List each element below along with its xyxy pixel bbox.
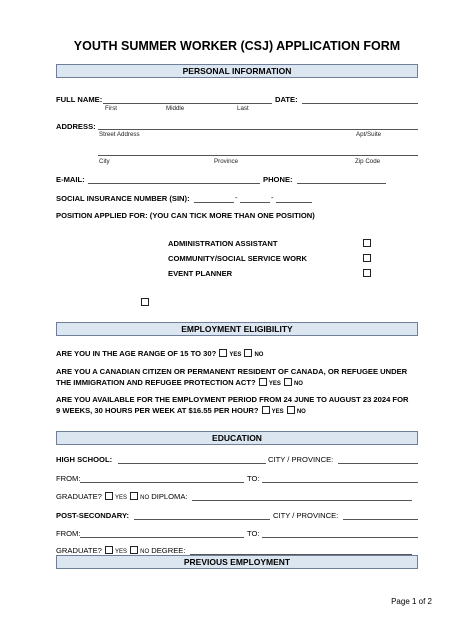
street-address-field[interactable] (98, 129, 418, 130)
checkbox-hs-graduate-no[interactable] (130, 492, 138, 500)
degree-label: DEGREE: (151, 546, 186, 555)
section-education: EDUCATION (56, 431, 418, 445)
checkbox-available-no[interactable] (287, 406, 295, 414)
city-province-label: CITY / PROVINCE: (273, 511, 339, 520)
yes-label: YES (229, 352, 242, 358)
date-label: DATE: (275, 95, 298, 104)
checkbox-age-yes[interactable] (219, 349, 227, 357)
position-applied-label: POSITION APPLIED FOR: (YOU CAN TICK MORE THAN ONE POSITION) (56, 211, 315, 220)
section-employment-eligibility: EMPLOYMENT ELIGIBILITY (56, 322, 418, 336)
q-age-range (56, 349, 263, 358)
no-label: NO (296, 409, 306, 415)
address-label: ADDRESS: (56, 122, 96, 131)
city-caption: City (99, 158, 110, 165)
city-province-label: CITY / PROVINCE: (268, 455, 334, 464)
post-secondary-graduate (56, 546, 185, 555)
diploma-field[interactable] (192, 500, 412, 501)
sin-separator-2: - (271, 193, 274, 202)
phone-label: PHONE: (263, 175, 293, 184)
yes-label: YES (271, 409, 284, 415)
checkbox-event-planner[interactable] (363, 269, 371, 277)
position-event-planner: EVENT PLANNER (168, 269, 233, 278)
checkbox-hs-graduate-yes[interactable] (105, 492, 113, 500)
graduate-label: GRADUATE? (56, 492, 102, 501)
high-school-to-field[interactable] (262, 482, 418, 483)
post-secondary-to-field[interactable] (262, 537, 418, 538)
full-name-field[interactable] (103, 103, 272, 104)
q-availability-text: 9 WEEKS, 30 HOURS PER WEEK AT $16.55 PER HOUR? (56, 406, 259, 415)
graduate-label: GRADUATE? (56, 546, 102, 555)
page-number: Page 1 of 2 (391, 597, 432, 606)
diploma-label: DIPLOMA: (151, 492, 188, 501)
checkbox-citizen-yes[interactable] (259, 378, 267, 386)
high-school-field[interactable] (118, 463, 266, 464)
checkbox-other-position[interactable] (141, 298, 149, 306)
middle-caption: Middle (166, 105, 185, 112)
post-secondary-label: POST-SECONDARY: (56, 511, 129, 520)
last-caption: Last (237, 105, 249, 112)
checkbox-ps-graduate-yes[interactable] (105, 546, 113, 554)
email-field[interactable] (88, 183, 260, 184)
first-caption: First (105, 105, 118, 112)
apt-suite-caption: Apt/Suite (356, 131, 382, 138)
post-secondary-from-field[interactable] (80, 537, 244, 538)
checkbox-community-service[interactable] (363, 254, 371, 262)
yes-label: YES (268, 381, 281, 387)
yes-label: YES (114, 549, 127, 555)
yes-label: YES (114, 495, 127, 501)
checkbox-available-yes[interactable] (262, 406, 270, 414)
no-label: NO (293, 381, 303, 387)
q-citizenship (56, 378, 303, 387)
email-label: E-MAIL: (56, 175, 85, 184)
q-availability (56, 406, 306, 415)
checkbox-citizen-no[interactable] (284, 378, 292, 386)
sin-separator-1: - (235, 193, 238, 202)
from-label: FROM: (56, 529, 81, 538)
checkbox-admin-assistant[interactable] (363, 239, 371, 247)
section-personal-information: PERSONAL INFORMATION (56, 64, 418, 78)
city-province-zip-field[interactable] (98, 155, 418, 156)
phone-field[interactable] (297, 183, 386, 184)
checkbox-ps-graduate-no[interactable] (130, 546, 138, 554)
high-school-city-field[interactable] (338, 463, 418, 464)
checkbox-age-no[interactable] (244, 349, 252, 357)
position-community-service: COMMUNITY/SOCIAL SERVICE WORK (168, 254, 307, 263)
q-availability-line1: ARE YOU AVAILABLE FOR THE EMPLOYMENT PERIOD FROM 24 JUNE TO AUGUST 23 2024 FOR (56, 395, 409, 404)
zip-code-caption: Zip Code (355, 158, 381, 165)
no-label: NO (140, 549, 150, 555)
province-caption: Province (214, 158, 239, 165)
post-secondary-city-field[interactable] (343, 519, 418, 520)
no-label: NO (254, 352, 264, 358)
from-label: FROM: (56, 474, 81, 483)
date-field[interactable] (302, 103, 418, 104)
sin-part-3[interactable] (276, 202, 312, 203)
full-name-label: FULL NAME: (56, 95, 103, 104)
position-admin-assistant: ADMINISTRATION ASSISTANT (168, 239, 278, 248)
sin-label: SOCIAL INSURANCE NUMBER (SIN): (56, 194, 190, 203)
to-label: TO: (247, 529, 260, 538)
no-label: NO (140, 495, 150, 501)
section-previous-employment: PREVIOUS EMPLOYMENT (56, 555, 418, 569)
post-secondary-field[interactable] (134, 519, 270, 520)
high-school-graduate (56, 492, 188, 501)
sin-part-1[interactable] (194, 202, 234, 203)
q-citizenship-line1: ARE YOU A CANADIAN CITIZEN OR PERMANENT RESIDENT OF CANADA, OR REFUGEE UNDER (56, 367, 408, 376)
street-address-caption: Street Address (99, 131, 140, 138)
q-age-range-text: ARE YOU IN THE AGE RANGE OF 15 TO 30? (56, 349, 217, 358)
q-citizenship-text: THE IMMIGRATION AND REFUGEE PROTECTION ACT? (56, 378, 256, 387)
high-school-from-field[interactable] (80, 482, 244, 483)
high-school-label: HIGH SCHOOL: (56, 455, 113, 464)
sin-part-2[interactable] (240, 202, 270, 203)
form-title: YOUTH SUMMER WORKER (CSJ) APPLICATION FORM (73, 39, 401, 53)
to-label: TO: (247, 474, 260, 483)
